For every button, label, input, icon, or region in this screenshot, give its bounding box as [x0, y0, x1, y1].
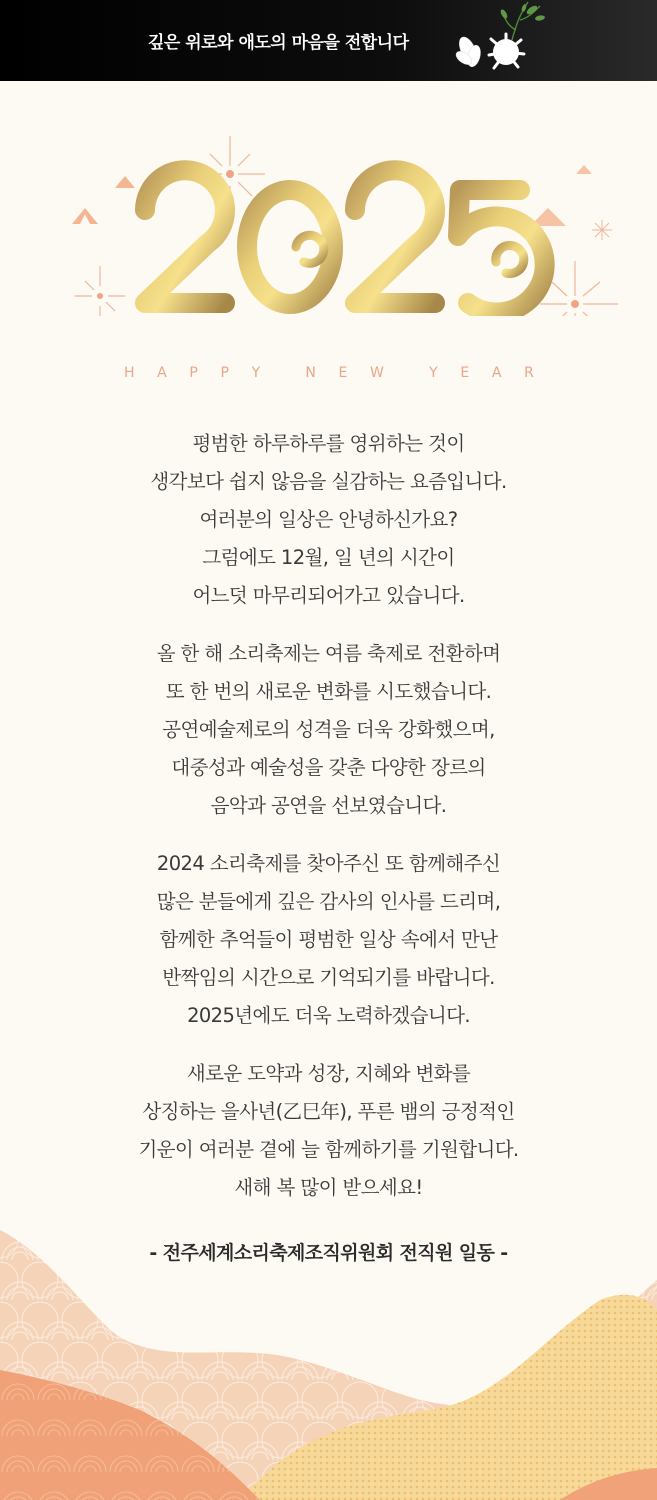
tagline-letter: E [460, 365, 470, 381]
tagline-letter: H [124, 365, 135, 381]
hero-section [0, 81, 657, 401]
message-line: 올 한 해 소리축제는 여름 축제로 전환하며 [156, 642, 501, 665]
top-banner [0, 0, 657, 81]
message-line: 함께한 추억들이 평범한 일상 속에서 만난 [159, 928, 498, 951]
message-line: 새로운 도약과 성장, 지혜와 변화를 [186, 1062, 471, 1085]
happy-new-year-tagline [124, 365, 534, 381]
tagline-letter: A [491, 365, 502, 381]
tagline-letter: Y [251, 365, 261, 381]
sparkle-icon [592, 220, 612, 240]
year-2025-graphic [60, 136, 620, 316]
banner-text: 깊은 위로와 애도의 마음을 전합니다 [148, 33, 409, 53]
message-paragraph [40, 845, 617, 1035]
message-line: 공연예술제로의 성격을 더욱 강화했으며, [162, 718, 495, 741]
message-line: 또 한 번의 새로운 변화를 시도했습니다. [165, 680, 492, 703]
tagline-letter: R [524, 365, 534, 381]
message-paragraph [40, 635, 617, 825]
message-line: 어느덧 마무리되어가고 있습니다. [192, 584, 465, 607]
message-line: 2025년에도 더욱 노력하겠습니다. [187, 1004, 470, 1027]
tagline-letter: E [338, 365, 348, 381]
message-line: 많은 분들에게 깊은 감사의 인사를 드리며, [156, 890, 501, 913]
message-line: 음악과 공연을 선보였습니다. [210, 794, 447, 817]
message-line: 생각보다 쉽지 않음을 실감하는 요즘입니다. [150, 470, 507, 493]
message-line: 그럼에도 12월, 일 년의 시간이 [202, 546, 455, 569]
tagline-letter: N [305, 365, 316, 381]
greeting-message [40, 425, 617, 1227]
sparkle-icon [75, 266, 125, 316]
message-line: 여러분의 일상은 안녕하신가요? [199, 508, 458, 531]
message-line: 2024 소리축제를 찾아주신 또 함께해주신 [156, 852, 501, 875]
message-line: 대중성과 예술성을 갖춘 다양한 장르의 [171, 756, 486, 779]
tagline-letter: W [370, 365, 384, 381]
tagline-letter: P [189, 365, 198, 381]
message-line: 새해 복 많이 받으세요! [234, 1176, 423, 1199]
message-paragraph [40, 1055, 617, 1207]
tagline-letter: Y [429, 365, 438, 381]
message-line: 기운이 여러분 곁에 늘 함께하기를 기원합니다. [138, 1138, 519, 1161]
signature: - 전주세계소리축제조직위원회 전직원 일동 - [149, 1242, 508, 1264]
message-line: 반짝임의 시간으로 기억되기를 바랍니다. [162, 966, 495, 989]
message-paragraph [40, 425, 617, 615]
chrysanthemum-icon [450, 0, 550, 81]
tagline-letter: A [157, 365, 167, 381]
message-line: 평범한 하루하루를 영위하는 것이 [192, 432, 465, 455]
message-line: 상징하는 을사년(乙巳年), 푸른 뱀의 긍정적인 [142, 1100, 515, 1123]
tagline-letter: P [220, 365, 229, 381]
